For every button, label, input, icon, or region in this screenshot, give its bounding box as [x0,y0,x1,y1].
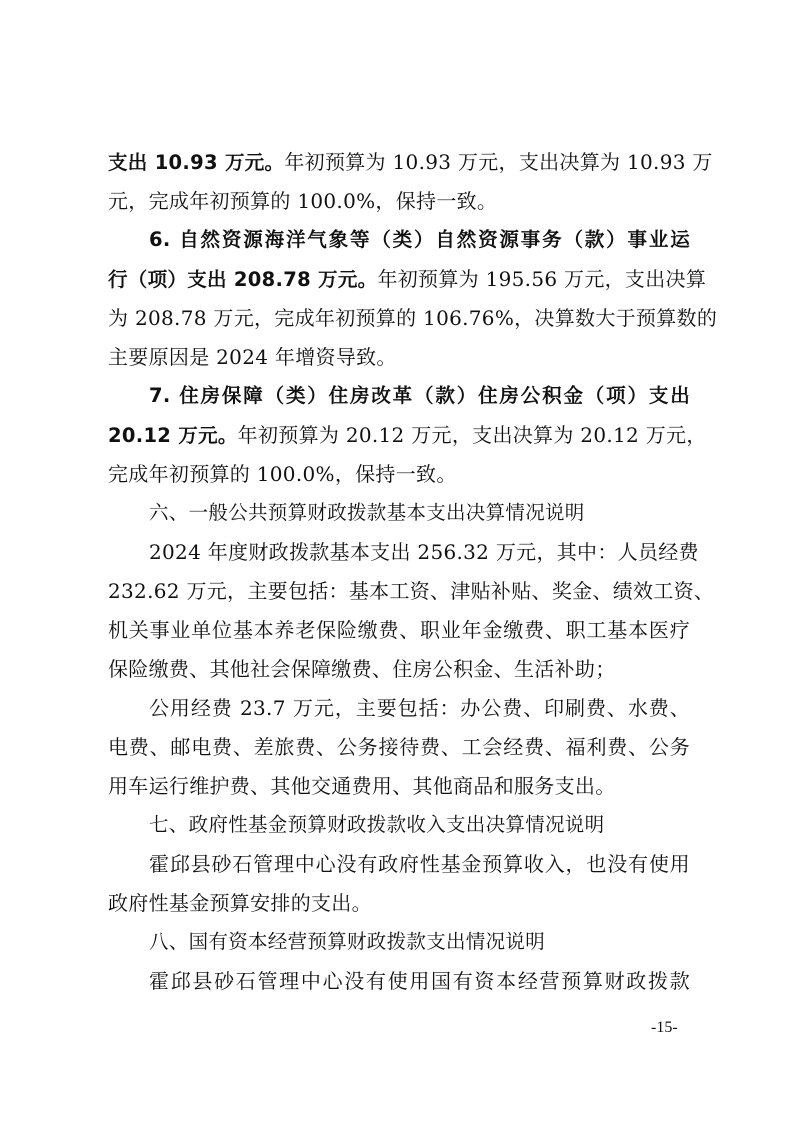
paragraph-line: 保险缴费、其他社会保障缴费、住房公积金、生活补助； [108,657,616,681]
page-number: -15- [651,1019,678,1036]
paragraph-line: 公用经费 23.7 万元，主要包括：办公费、印刷费、水费、 [149,696,690,720]
paragraph-text: 年初预算为 195.56 万元，支出决算 [377,267,707,291]
section-item-7: 7. 住房保障（类）住房改革（款）住房公积金（项）支出 [149,384,690,407]
paragraph-line: 用车运行维护费、其他交通费用、其他商品和服务支出。 [108,774,616,798]
paragraph-line: 主要原因是 2024 年增资导致。 [108,345,397,369]
paragraph-line: 霍邱县砂石管理中心没有政府性基金预算收入，也没有使用 [149,852,690,876]
paragraph-line [108,259,707,299]
paragraph-line [108,415,707,455]
paragraph-line: 元，完成年初预算的 100.0%，保持一致。 [108,189,498,213]
paragraph-line: 机关事业单位基本养老保险缴费、职业年金缴费、职工基本医疗 [108,618,690,642]
paragraph-line: 霍邱县砂石管理中心没有使用国有资本经营预算财政拨款 [149,969,690,993]
paragraph-text: 年初预算为 20.12 万元，支出决算为 20.12 万元， [237,423,707,447]
paragraph-line: 电费、邮电费、差旅费、公务接待费、工会经费、福利费、公务 [108,735,690,759]
section-heading-6: 六、一般公共预算财政拨款基本支出决算情况说明 [149,501,585,524]
bold-amount: 20.12 万元。 [108,424,238,447]
paragraph-line: 2024 年度财政拨款基本支出 256.32 万元，其中：人员经费 [149,540,699,564]
paragraph-line: 为 208.78 万元，完成年初预算的 106.76%，决算数大于预算数的 [108,306,718,330]
section-heading-8: 八、国有资本经营预算财政拨款支出情况说明 [149,930,546,953]
paragraph-line: 完成年初预算的 100.0%，保持一致。 [108,462,457,486]
bold-amount: 支出 10.93 万元。 [108,151,285,174]
paragraph-text: 年初预算为 10.93 万元，支出决算为 10.93 万 [284,150,713,174]
paragraph-line [108,142,713,182]
section-item-6: 6. 自然资源海洋气象等（类）自然资源事务（款）事业运 [149,228,690,251]
paragraph-line: 232.62 万元，主要包括：基本工资、津贴补贴、奖金、绩效工资、 [108,579,715,603]
paragraph-line: 政府性基金预算安排的支出。 [108,891,372,915]
bold-amount: 行（项）支出 208.78 万元。 [108,268,378,291]
section-heading-7: 七、政府性基金预算财政拨款收入支出决算情况说明 [149,813,605,836]
